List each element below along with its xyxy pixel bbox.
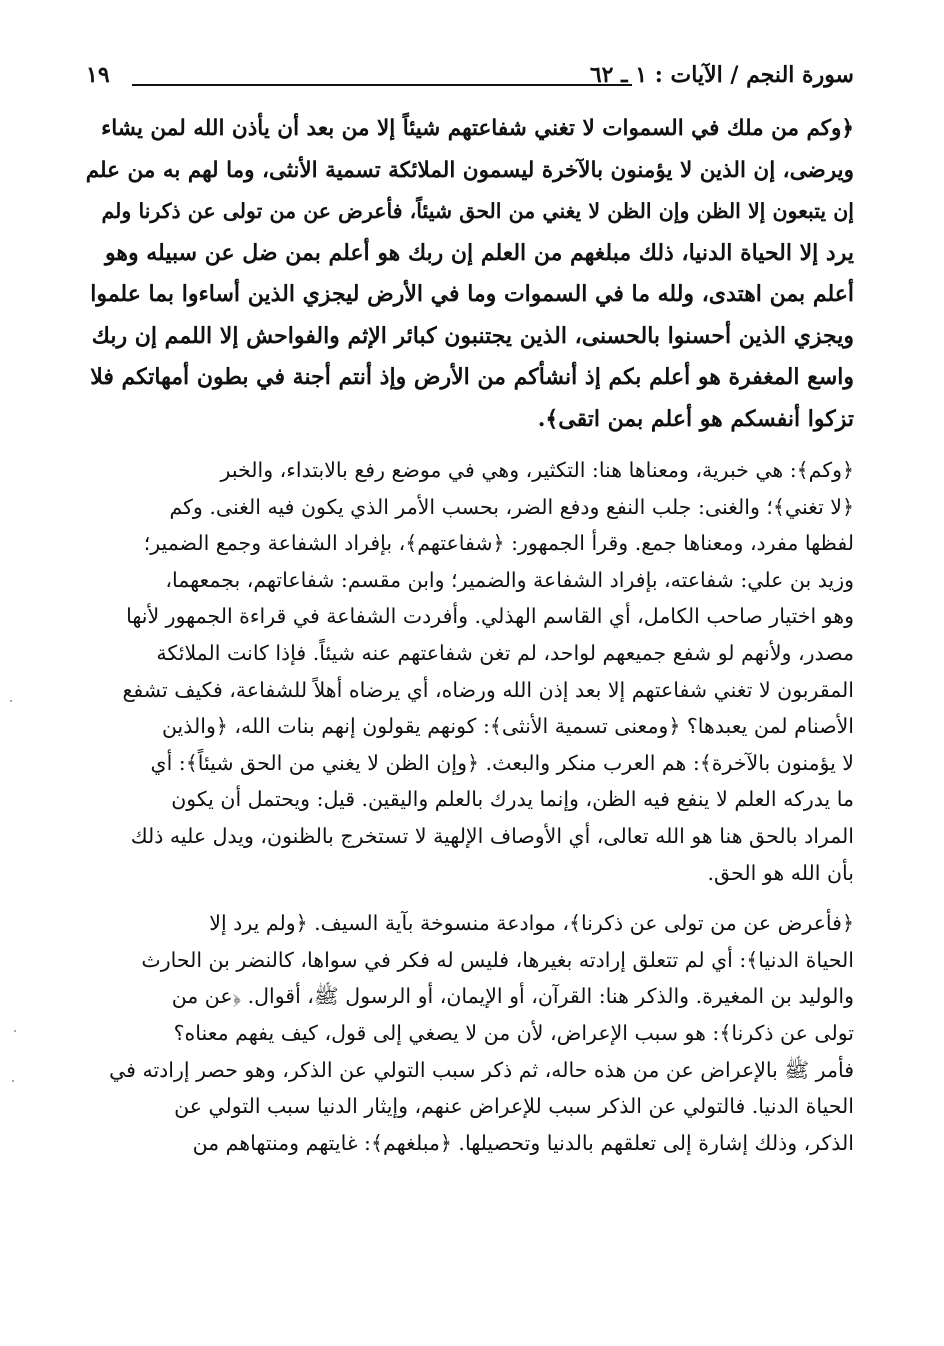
commentary-line: ﴿لا تغني﴾؛ والغنى: جلب النفع ودفع الضر، بحسب الأمر الذي يكون فيه الغنى. وكم [169,494,854,519]
commentary-line: ما يدركه العلم لا ينفع فيه الظن، وإنما يدرك بالعلم واليقين. قيل: ويحتمل أن يكون [171,787,854,812]
commentary-line: الأصنام لمن يعبدها؟ ﴿ومعنى تسمية الأنثى﴾: كونهم يقولون إنهم بنات الله، ﴿والذين [161,714,854,739]
verse-line: ويرضى، إن الذين لا يؤمنون بالآخرة ليسمون الملائكة تسمية الأنثى، وما لهم به من علم [86,157,854,183]
page-number: ١٩ [86,62,110,88]
header-rule [132,84,632,86]
running-title: سورة النجم / الآيات : ١ ـ ٦٢ [589,62,854,88]
page-body [86,108,854,1161]
scan-speck [12,1080,14,1082]
verse-line: ﴿وكم من ملك في السموات لا تغني شفاعتهم شيئاً إلا من بعد أن يأذن الله لمن يشاء [101,116,854,141]
verse-line: يرد إلا الحياة الدنيا، ذلك مبلغهم من العلم إن ربك هو أعلم بمن ضل عن سبيله وهو [105,239,854,266]
commentary-line: لا يؤمنون بالآخرة﴾: هم العرب منكر والبعث. ﴿وإن الظن لا يغني من الحق شيئاً﴾: أي [150,750,854,775]
scan-speck [10,700,12,702]
commentary-line: الذكر، وذلك إشارة إلى تعلقهم بالدنيا وتحصيلها. ﴿مبلغهم﴾: غايتهم ومنتهاهم من [192,1130,854,1155]
verse-line: إن يتبعون إلا الظن وإن الظن لا يغني من الحق شيئاً، فأعرض عن من تولى عن ذكرنا ولم [101,199,854,223]
commentary-paragraph-2 [86,905,854,1161]
verse-line: أعلم بمن اهتدى، ولله ما في السموات وما في الأرض ليجزي الذين أساءوا بما علموا [90,281,854,307]
commentary-line: ﴿وكم﴾: هي خبرية، ومعناها هنا: التكثير، وهي في موضع رفع بالابتداء، والخبر [220,458,854,482]
commentary-paragraph-1 [86,452,854,891]
verse-line: واسع المغفرة هو أعلم بكم إذ أنشأكم من الأرض وإذ أنتم أجنة في بطون أمهاتكم فلا [90,364,854,390]
commentary-line: ﴿فأعرض عن من تولى عن ذكرنا﴾، موادعة منسوخة بآية السيف. ﴿ولم يرد إلا [209,911,854,936]
commentary-line: وهو اختيار صاحب الكامل، أي القاسم الهذلي. وأفردت الشفاعة في قراءة الجمهور لأنها [126,604,854,629]
commentary-line: فأمر ﷺ بالإعراض عن من هذه حاله، ثم ذكر سبب التولي عن الذكر، وهو حصر إرادته في [109,1057,854,1082]
running-header [86,58,854,96]
commentary-line: الحياة الدنيا. فالتولي عن الذكر سبب للإعراض عنهم، وإيثار الدنيا سبب التولي عن [174,1094,854,1119]
verse-line: تزكوا أنفسكم هو أعلم بمن اتقى﴾. [537,405,854,432]
commentary-line: وزيد بن علي: شفاعته، بإفراد الشفاعة والضمير؛ وابن مقسم: شفاعاتهم، بجمعهما، [165,567,854,592]
commentary-line: والوليد بن المغيرة. والذكر هنا: القرآن، أو الإيمان، أو الرسول ﷺ، أقوال. ﴿عن من [171,984,854,1009]
commentary-line: بأن الله هو الحق. [707,860,854,885]
commentary-line: لفظها مفرد، ومعناها جمع. وقرأ الجمهور: ﴿شفاعتهم﴾، بإفراد الشفاعة وجمع الضمير؛ [143,531,854,556]
commentary-line: المراد بالحق هنا هو الله تعالى، أي الأوصاف الإلهية لا تستخرج بالظنون، ويدل عليه ذلك [130,823,854,848]
verse-line: ويجزي الذين أحسنوا بالحسنى، الذين يجتنبون كبائر الإثم والفواحش إلا اللمم إن ربك [91,322,854,349]
commentary-line: المقربون لا تغني شفاعتهم إلا بعد إذن الله ورضاه، أي يرضاه أهلاً للشفاعة، فكيف تشفع [122,677,854,702]
commentary-line: مصدر، ولأنهم لو شفع جميعهم لواحد، لم تغن شفاعتهم عنه شيئاً. فإذا كانت الملائكة [156,640,854,665]
scan-speck [14,1030,16,1032]
quran-verse-block [86,108,854,440]
commentary-line: الحياة الدنيا﴾: أي لم تتعلق إرادته بغيرها، فليس له فكر في سواها، كالنضر بن الحارث [141,947,854,972]
commentary-line: تولى عن ذكرنا﴾: هو سبب الإعراض، لأن من لا يصغي إلى قول، كيف يفهم معناه؟ [173,1020,854,1045]
